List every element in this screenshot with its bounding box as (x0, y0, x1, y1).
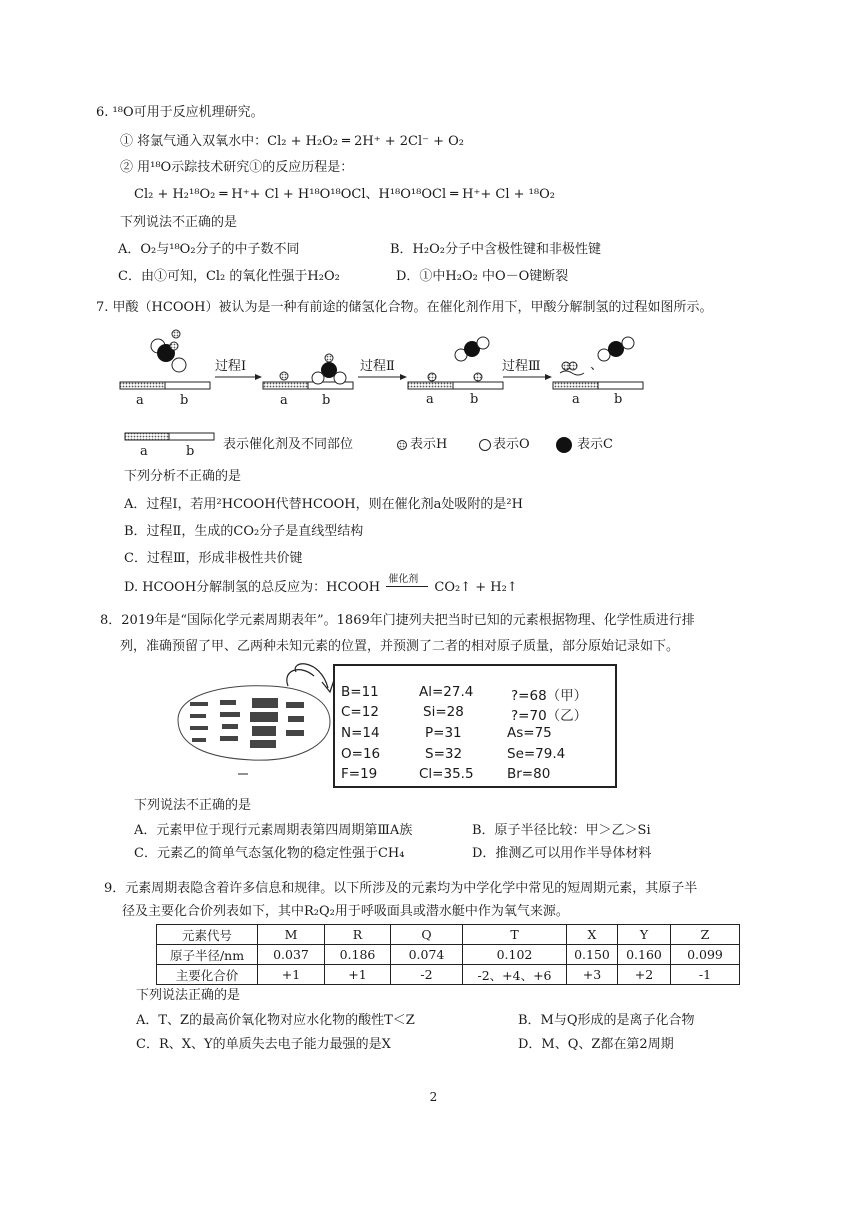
c-atom-legend-icon (555, 436, 573, 454)
q6-option-b: B．H₂O₂分子中含极性键和非极性键 (390, 242, 601, 257)
record-cell: B=11 (341, 684, 379, 700)
q8-stem-line2: 列，准确预留了甲、乙两种未知元素的位置，并预测了二者的相对原子质量，部分原始记录如下。 (120, 639, 680, 654)
q8-option-a: A．元素甲位于现行元素周期表第四周期第ⅢA族 (134, 823, 413, 838)
legend-label-a: a (140, 444, 148, 459)
table-cell: T (463, 925, 567, 945)
legend-label-b: b (186, 444, 195, 459)
q9-prompt: 下列说法正确的是 (136, 988, 241, 1003)
q7-label-a3: a (426, 392, 434, 407)
element-data-table (156, 924, 740, 985)
q7-label-b3: b (470, 392, 479, 407)
table-cell: -2、+4、+6 (463, 965, 567, 985)
mendeleev-record-box (333, 664, 617, 788)
q6-line3: Cl₂ + H₂¹⁸O₂ ═ H⁺+ Cl + H¹⁸O¹⁸OCl、H¹⁸O¹⁸OCl ═ H⁺+ Cl + ¹⁸O₂ (134, 187, 555, 202)
q8-prompt: 下列说法不正确的是 (134, 798, 252, 813)
record-cell: ?=68（甲） (511, 688, 588, 704)
legend-o-text: 表示O (493, 437, 530, 452)
q9-option-d: D．M、Q、Z都在第2周期 (518, 1037, 674, 1052)
adsorbed-hcoo-icon (312, 354, 346, 384)
q7-step3-label: 过程Ⅲ (502, 359, 541, 374)
table-cell: 0.074 (391, 945, 463, 965)
record-cell: Br=80 (507, 766, 551, 782)
q7-option-d (124, 574, 518, 597)
table-header-row (157, 925, 740, 945)
q9-option-c: C．R、X、Y的单质失去电子能力最强的是X (136, 1037, 391, 1052)
q7-label-b2: b (322, 393, 331, 408)
q8-stem-line1: 8．2019年是“国际化学元素周期表年”。1869年门捷列夫把当时已知的元素根据物理、化学性质进行排 (100, 613, 695, 628)
q7-stem: 7. 甲酸（HCOOH）被认为是一种有前途的储氢化合物。在催化剂作用下，甲酸分解制氢的过程如图所示。 (96, 300, 713, 315)
legend-catalyst-text: 表示催化剂及不同部位 (223, 437, 354, 452)
q9-stem-line1: 9．元素周期表隐含着许多信息和规律。以下所涉及的元素均为中学化学中常见的短周期元素，其原子半 (104, 881, 698, 896)
record-cell: Si=28 (423, 704, 464, 720)
q6-option-a: A．O₂与¹⁸O₂分子的中子数不同 (118, 242, 300, 257)
table-cell: X (567, 925, 618, 945)
table-cell: 0.186 (325, 945, 391, 965)
q9-option-b: B．M与Q形成的是离子化合物 (518, 1013, 695, 1028)
q6-prompt: 下列说法不正确的是 (120, 215, 238, 230)
table-cell: +2 (618, 965, 671, 985)
q6-option-c: C．由①可知，Cl₂ 的氧化性强于H₂O₂ (118, 269, 340, 284)
record-cell: C=12 (341, 704, 379, 720)
h2-molecule-icon (560, 362, 584, 375)
table-cell: Q (391, 925, 463, 945)
table-cell: +1 (325, 965, 391, 985)
mendeleev-notebook-image (170, 662, 340, 782)
catalyst-legend-icon (124, 432, 216, 442)
q7-catalyst-label: 催化剂 (388, 574, 419, 585)
catalyst-bar-1 (120, 382, 210, 389)
table-cell: 0.099 (671, 945, 740, 965)
q7-prompt: 下列分析不正确的是 (124, 469, 242, 484)
q9-stem-line2: 径及主要化合价列表如下，其中R₂Q₂用于呼吸面具或潜水艇中作为氧气来源。 (122, 904, 569, 919)
record-cell: S=32 (425, 746, 463, 762)
record-cell: As=75 (507, 725, 552, 741)
legend-c-text: 表示C (577, 437, 613, 452)
record-cell: ?=70（乙） (511, 708, 588, 724)
table-cell: -2 (391, 965, 463, 985)
table-cell: M (258, 925, 325, 945)
page-number: 2 (429, 1090, 438, 1104)
catalyst-bar-3 (408, 382, 503, 389)
q7-label-b1: b (180, 393, 189, 408)
q7-option-a: A．过程Ⅰ，若用²HCOOH代替HCOOH，则在催化剂a处吸附的是²H (124, 497, 523, 512)
q7-step1-label: 过程Ⅰ (215, 359, 247, 374)
table-cell: 原子半径/nm (157, 945, 258, 965)
formic-acid-molecule-icon (151, 330, 186, 372)
q7-option-b: B．过程Ⅱ，生成的CO₂分子是直线型结构 (124, 524, 364, 539)
q7-option-d-pre: D. HCOOH分解制氢的总反应为：HCOOH (124, 580, 381, 595)
q9-option-a: A．T、Z的最高价氧化物对应水化物的酸性T＜Z (136, 1013, 415, 1028)
co2-molecule-icon-2 (598, 337, 634, 361)
table-cell: -1 (671, 965, 740, 985)
table-cell: +1 (258, 965, 325, 985)
q7-step2-label: 过程Ⅱ (360, 359, 395, 374)
table-cell: +3 (567, 965, 618, 985)
table-cell: Z (671, 925, 740, 945)
q7-label-a1: a (136, 393, 144, 408)
record-cell: F=19 (341, 766, 378, 782)
q6-option-d: D．①中H₂O₂ 中O－O键断裂 (396, 269, 569, 284)
table-cell: 0.037 (258, 945, 325, 965)
table-cell: 0.102 (463, 945, 567, 965)
table-cell: 0.160 (618, 945, 671, 965)
record-cell: Cl=35.5 (419, 766, 474, 782)
q6-line1: ① 将氯气通入双氧水中：Cl₂ + H₂O₂ ═ 2H⁺ + 2Cl⁻ + O₂ (120, 134, 465, 149)
legend-h-text: 表示H (410, 437, 448, 452)
table-cell: Y (618, 925, 671, 945)
q8-option-d: D．推测乙可以用作半导体材料 (472, 846, 652, 861)
record-cell: N=14 (341, 725, 380, 741)
table-row (157, 945, 740, 965)
h-atom-legend-icon (396, 439, 408, 451)
q6-line2: ② 用¹⁸O示踪技术研究①的反应历程是： (120, 160, 354, 175)
record-cell: P=31 (425, 725, 462, 741)
q8-option-c: C．元素乙的简单气态氢化物的稳定性强于CH₄ (134, 846, 405, 861)
table-row (157, 965, 740, 985)
o-atom-legend-icon (478, 438, 492, 452)
record-cell: Al=27.4 (419, 684, 474, 700)
table-cell: 元素代号 (157, 925, 258, 945)
record-cell: Se=79.4 (507, 746, 566, 762)
table-cell: 主要化合价 (157, 965, 258, 985)
q7-option-c: C．过程Ⅲ，形成非极性共价键 (124, 551, 303, 566)
q7-label-a4: a (572, 392, 580, 407)
record-cell: O=16 (341, 746, 381, 762)
q7-separator: 、 (590, 358, 604, 373)
q6-stem: 6. ¹⁸O可用于反应机理研究。 (96, 105, 264, 120)
co2-molecule-icon (455, 337, 489, 361)
q7-label-a2: a (280, 393, 288, 408)
q8-option-b: B．原子半径比较：甲＞乙＞Si (472, 823, 651, 838)
table-cell: 0.150 (567, 945, 618, 965)
q7-option-d-post: CO₂↑ + H₂↑ (434, 580, 518, 595)
catalyst-bar-4 (553, 382, 643, 389)
q7-reaction-arrow (386, 586, 428, 587)
table-cell: R (325, 925, 391, 945)
q7-label-b4: b (614, 392, 623, 407)
